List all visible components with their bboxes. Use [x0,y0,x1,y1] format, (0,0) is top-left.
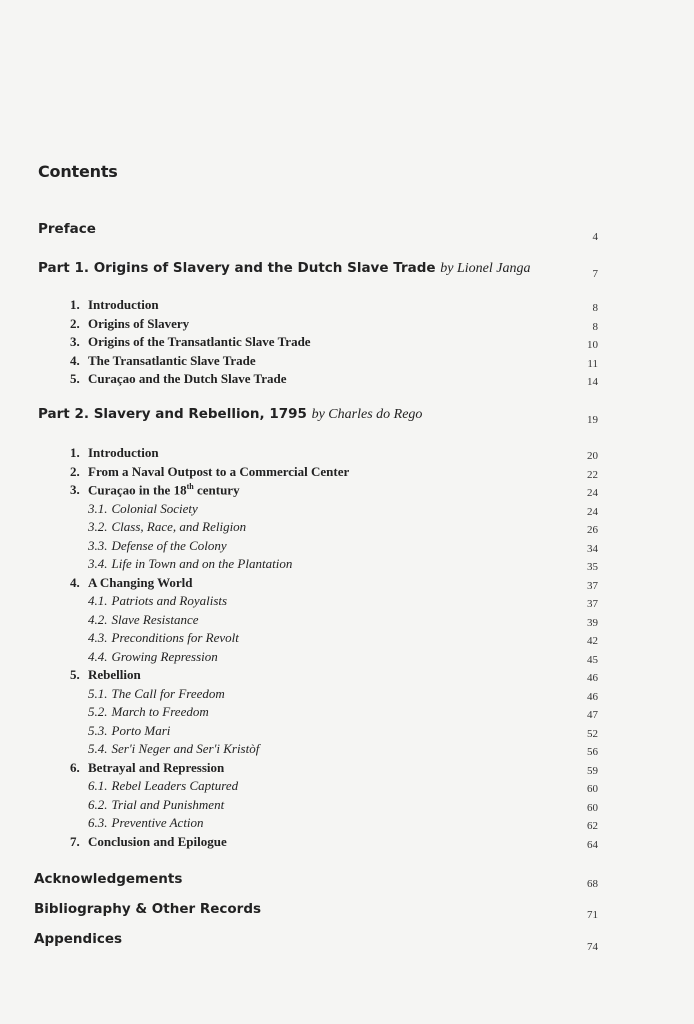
entry-label: Curaçao in the 18 [88,482,187,498]
page-number: 68 [587,878,598,890]
entry-label: Life in Town and on the Plantation [111,556,293,571]
entry-label: Betrayal and Repression [88,759,225,775]
entry-label: Conclusion and Epilogue [88,833,227,849]
page-number: 22 [587,468,598,481]
entry-label: Curaçao and the Dutch Slave Trade [88,371,287,387]
entry-label: Trial and Punishment [111,796,225,812]
page-number: 24 [587,505,598,518]
entry-number: 7. [70,833,80,849]
entry-label: Colonial Society [111,500,198,516]
entry-label: Introduction [88,297,159,312]
entry-label: Defense of the Colony [111,537,227,553]
entry-number: 5.4. [88,741,108,756]
part-heading [38,260,530,277]
entry-label: The Call for Freedom [111,685,225,701]
toc-entry [70,334,311,350]
entry-number: 4.4. [88,648,108,664]
entry-label: Introduction [88,445,159,460]
entry-label: A Changing World [88,574,193,590]
toc-subentry [88,612,199,628]
entry-number: 3.3. [88,537,108,553]
entry-label: From a Naval Outpost to a Commercial Center [88,463,350,479]
page-number: 10 [587,339,598,352]
toc-subentry [88,519,246,535]
entry-label: Patriots and Royalists [111,593,228,608]
part-title: Slavery and Rebellion, 1795 [93,406,307,422]
entry-number: 4.1. [88,593,108,608]
toc-subentry [88,686,225,702]
entry-number: 6.1. [88,778,108,793]
entry-label: Rebellion [88,667,141,682]
toc-subentry [88,649,218,665]
page-number: 42 [587,635,598,647]
page-number: 46 [587,672,598,684]
page-number: 7 [592,268,598,280]
page-number: 60 [587,783,598,795]
entry-label: Porto Mari [111,722,171,738]
page-number: 20 [587,450,598,462]
entry-label: Preventive Action [111,815,204,830]
page-number: 59 [587,764,598,777]
entry-number: 2. [70,463,80,479]
entry-number: 2. [70,315,80,331]
entry-number: 5. [70,667,80,682]
page-number: 37 [587,598,598,610]
part-label: Part 2. [38,406,89,422]
entry-number: 5.1. [88,685,108,701]
page-number: 8 [592,320,598,333]
page-number: 19 [587,414,598,426]
toc-subentry [88,538,227,554]
page-number: 35 [587,561,598,573]
page-number: 26 [587,524,598,536]
entry-label: Slave Resistance [111,611,199,627]
page-number: 46 [587,690,598,703]
page-number: 71 [587,909,598,921]
toc-subentry [88,778,238,794]
entry-number: 3.2. [88,519,108,534]
entry-number: 6. [70,759,80,775]
toc-subentry [88,501,198,517]
toc-entry [70,760,224,776]
page-number: 24 [587,487,598,499]
toc-entry [70,316,189,332]
page-number: 11 [587,357,598,370]
entry-label-superscript: th [186,482,194,491]
toc-subentry [88,797,224,813]
page-number: 56 [587,746,598,758]
entry-label: Preconditions for Revolt [111,630,239,645]
page-number: 34 [587,542,598,555]
toc-subentry [88,593,227,609]
entry-number: 6.2. [88,796,108,812]
page-number: 45 [587,653,598,666]
toc-subentry [88,815,204,831]
entry-label: Origins of the Transatlantic Slave Trade [88,334,311,350]
toc-entry [70,464,349,480]
part-author: by Charles do Rego [311,407,423,422]
entry-label: Growing Repression [111,648,218,664]
toc-entry [70,482,240,498]
toc-entry-acknowledgements: Acknowledgements [34,871,183,887]
page-number: 60 [587,801,598,814]
part-author: by Lionel Janga [440,261,531,276]
page-number: 47 [587,709,598,721]
entry-label: Class, Race, and Religion [111,519,247,534]
entry-number: 3.4. [88,556,108,571]
page-number: 37 [587,579,598,592]
toc-entry [70,667,141,683]
toc-entry-preface: Preface [38,221,96,237]
page-number: 64 [587,838,598,851]
page-number: 14 [587,376,598,389]
toc-subentry [88,704,209,720]
page-title: Contents [38,162,118,181]
entry-number: 1. [70,445,80,460]
entry-label-suffix: century [193,482,240,498]
page-number: 74 [587,941,598,953]
entry-number: 5. [70,371,80,387]
toc-subentry [88,741,259,757]
entry-number: 4.2. [88,611,108,627]
entry-number: 4. [70,352,80,368]
entry-number: 5.2. [88,704,108,719]
entry-label: Origins of Slavery [88,315,190,331]
toc-entry [70,834,227,850]
entry-label: Rebel Leaders Captured [111,778,239,793]
page-number: 52 [587,727,598,740]
toc-entry [70,297,159,313]
toc-entry-appendices: Appendices [34,931,123,947]
entry-number: 4. [70,574,80,590]
entry-number: 5.3. [88,722,108,738]
toc-entry [70,371,287,387]
entry-label: March to Freedom [111,704,209,719]
toc-subentry [88,723,170,739]
page-number: 62 [587,820,598,832]
toc-entry [70,575,193,591]
page-number: 39 [587,616,598,629]
entry-label: Ser'i Neger and Ser'i Kristòf [111,741,260,756]
entry-number: 3. [70,482,80,498]
toc-entry [70,445,159,461]
part-label: Part 1. [38,260,89,276]
toc-entry-bibliography: Bibliography & Other Records [34,901,262,917]
page-number: 4 [592,231,598,243]
entry-number: 4.3. [88,630,108,645]
part-heading [38,406,422,423]
page-number: 8 [592,302,598,314]
entry-number: 1. [70,297,80,312]
part-title: Origins of Slavery and the Dutch Slave Trade [93,260,436,276]
toc-subentry [88,556,292,572]
entry-number: 3. [70,334,80,350]
entry-label: The Transatlantic Slave Trade [88,352,256,368]
toc-subentry [88,630,239,646]
entry-number: 3.1. [88,500,108,516]
entry-number: 6.3. [88,815,108,830]
toc-entry [70,353,256,369]
